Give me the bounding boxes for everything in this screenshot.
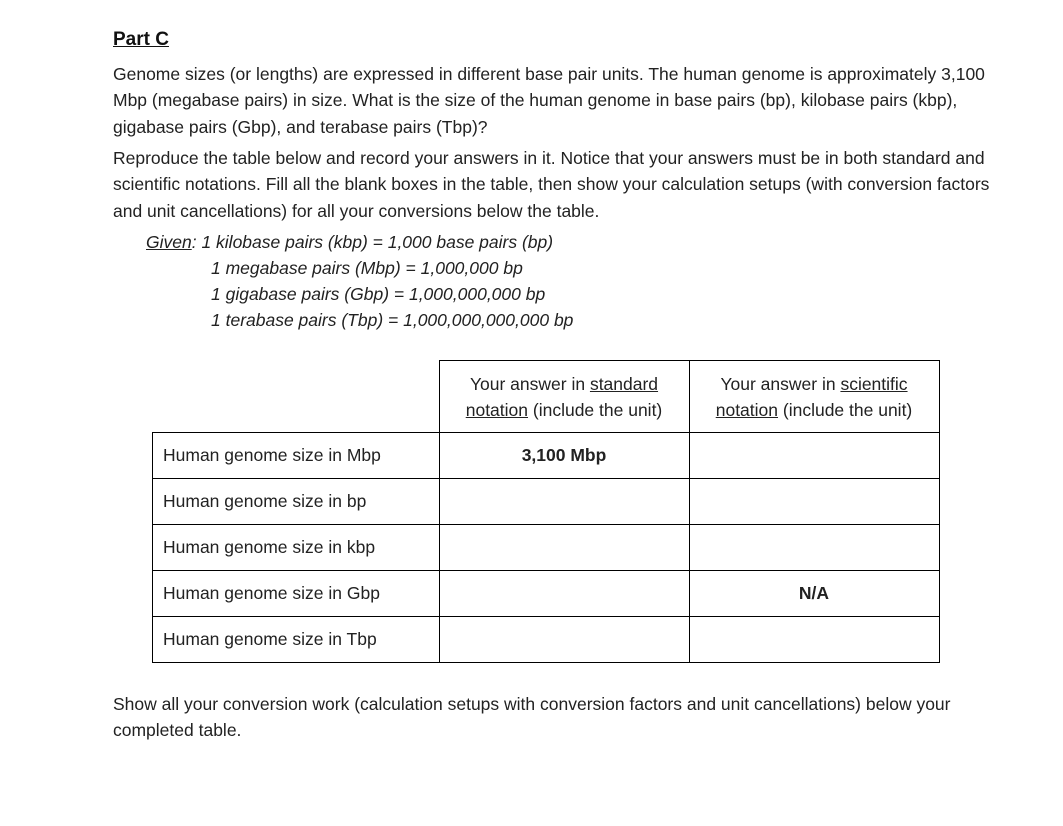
table-row xyxy=(153,433,940,479)
given-line-mbp: 1 megabase pairs (Mbp) = 1,000,000 bp xyxy=(211,258,523,278)
cell-kbp-scientific[interactable] xyxy=(689,525,939,571)
header-blank-cell xyxy=(153,361,440,433)
header-scientific-notation: Your answer in scientific notation (include the unit) xyxy=(689,361,939,433)
row-label-kbp: Human genome size in kbp xyxy=(153,525,440,571)
given-text-kbp: : 1 kilobase pairs (kbp) = 1,000 base pairs (bp) xyxy=(191,232,554,252)
cell-gbp-standard[interactable] xyxy=(439,571,689,617)
cell-mbp-standard[interactable]: 3,100 Mbp xyxy=(439,433,689,479)
table-row xyxy=(153,571,940,617)
row-label-gbp: Human genome size in Gbp xyxy=(153,571,440,617)
header-standard-notation: Your answer in standard notation (include the unit) xyxy=(439,361,689,433)
table-row xyxy=(153,617,940,663)
cell-bp-standard[interactable] xyxy=(439,479,689,525)
table-row xyxy=(153,479,940,525)
cell-gbp-scientific: N/A xyxy=(689,571,939,617)
row-label-tbp: Human genome size in Tbp xyxy=(153,617,440,663)
cell-tbp-scientific[interactable] xyxy=(689,617,939,663)
instructions-paragraph: Reproduce the table below and record your answers in it. Notice that your answers must be in both standard and scientific notations. Fill all the blank boxes in the table, then show your calculation setups (with conversion factors and unit cancellations) for all your conversions below the table. xyxy=(113,148,990,221)
given-line-tbp: 1 terabase pairs (Tbp) = 1,000,000,000,000 bp xyxy=(211,310,574,330)
given-label: Given xyxy=(146,232,192,252)
cell-kbp-standard[interactable] xyxy=(439,525,689,571)
footer-paragraph: Show all your conversion work (calculation setups with conversion factors and unit cancellations) below your completed table. xyxy=(113,694,951,741)
table-header-row xyxy=(153,361,940,433)
table-row xyxy=(153,525,940,571)
given-line-kbp xyxy=(146,229,573,255)
cell-bp-scientific[interactable] xyxy=(689,479,939,525)
answer-table xyxy=(152,360,940,663)
cell-tbp-standard[interactable] xyxy=(439,617,689,663)
given-conversions xyxy=(146,229,573,333)
cell-mbp-scientific[interactable] xyxy=(689,433,939,479)
given-line-gbp: 1 gigabase pairs (Gbp) = 1,000,000,000 bp xyxy=(211,284,546,304)
intro-paragraph: Genome sizes (or lengths) are expressed in different base pair units. The human genome is approximately 3,100 Mbp (megabase pairs) in size. What is the size of the human genome in base pairs (bp), kilobase pairs (kbp), gigabase pairs (Gbp), and terabase pairs (Tbp)? xyxy=(113,64,985,137)
part-heading: Part C xyxy=(113,29,169,50)
row-label-mbp: Human genome size in Mbp xyxy=(153,433,440,479)
row-label-bp: Human genome size in bp xyxy=(153,479,440,525)
